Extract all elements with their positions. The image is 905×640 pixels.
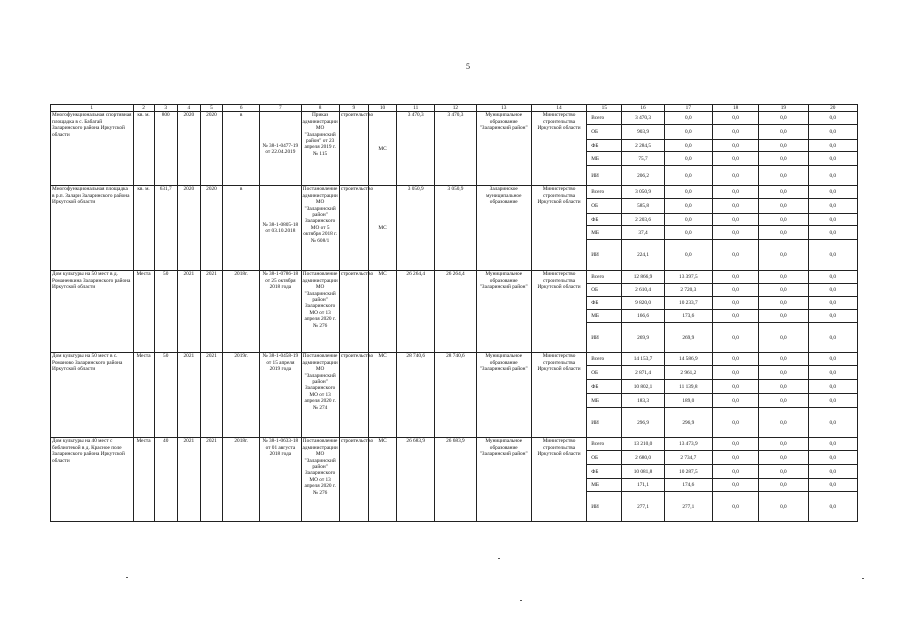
end-year: 2021 bbox=[200, 271, 222, 353]
customer-cell: МС bbox=[368, 353, 396, 438]
capacity-cell: 631,7 bbox=[154, 186, 177, 271]
objects-table bbox=[50, 104, 858, 522]
cost2-cell: 28 740,6 bbox=[435, 353, 476, 438]
amount-col16: 171,1 bbox=[622, 479, 664, 492]
amount-col18: 0,0 bbox=[712, 214, 758, 226]
fund-source: ФБ bbox=[587, 297, 622, 310]
amount-col20: 0,0 bbox=[808, 438, 857, 451]
amount-col18: 0,0 bbox=[712, 271, 758, 284]
customer-cell: МС bbox=[368, 271, 396, 353]
work-type: строительство bbox=[339, 112, 368, 186]
header-cell: 16 bbox=[622, 105, 664, 112]
amount-col20: 0,0 bbox=[808, 323, 857, 353]
scan-speck bbox=[126, 577, 128, 578]
doc-year: в bbox=[223, 186, 260, 271]
amount-col20: 0,0 bbox=[808, 125, 857, 140]
amount-col19: 0,0 bbox=[759, 366, 808, 380]
fund-source: ОБ bbox=[587, 366, 622, 380]
amount-col20: 0,0 bbox=[808, 408, 857, 438]
amount-col16: 296,9 bbox=[622, 408, 664, 438]
amount-col16: 224,1 bbox=[622, 240, 664, 271]
end-year: 2020 bbox=[200, 112, 222, 186]
work-type: строительство bbox=[339, 271, 368, 353]
end-year: 2020 bbox=[200, 186, 222, 271]
header-cell: 1 bbox=[51, 105, 134, 112]
customer-cell: МС bbox=[368, 186, 396, 271]
amount-col18: 0,0 bbox=[712, 380, 758, 394]
header-cell: 12 bbox=[435, 105, 476, 112]
fund-source: ОБ bbox=[587, 125, 622, 140]
fund-source: ИИ bbox=[587, 166, 622, 186]
amount-col18: 0,0 bbox=[712, 408, 758, 438]
decision-cell: Постановление администрации МО "Заларинский район" Заларинского МО от 13 апреля 2020 г. № 276 bbox=[301, 438, 339, 522]
header-cell: 4 bbox=[177, 105, 200, 112]
amount-col20: 0,0 bbox=[808, 366, 857, 380]
amount-col16: 12 866,9 bbox=[622, 271, 664, 284]
amount-col17: 277,1 bbox=[664, 492, 712, 522]
header-cell: 10 bbox=[368, 105, 396, 112]
ministry-cell: Министерство строительства Иркутской области bbox=[531, 112, 586, 186]
amount-col20: 0,0 bbox=[808, 451, 857, 465]
object-row bbox=[51, 112, 858, 125]
owner-cell: Муниципальное образование "Заларинский район" bbox=[476, 353, 531, 438]
amount-col18: 0,0 bbox=[712, 297, 758, 310]
amount-col19: 0,0 bbox=[759, 226, 808, 240]
amount-col18: 0,0 bbox=[712, 465, 758, 479]
scan-speck bbox=[498, 558, 500, 559]
object-row bbox=[51, 186, 858, 199]
end-year: 2021 bbox=[200, 353, 222, 438]
fund-source: Всего bbox=[587, 438, 622, 451]
amount-col20: 0,0 bbox=[808, 166, 857, 186]
amount-col18: 0,0 bbox=[712, 438, 758, 451]
amount-col20: 0,0 bbox=[808, 271, 857, 284]
amount-col16: 277,1 bbox=[622, 492, 664, 522]
expertise-cell: № 38-1-0633-18 от 01 августа 2018 года bbox=[260, 438, 301, 522]
amount-col16: 13 210,0 bbox=[622, 438, 664, 451]
amount-col17: 189,0 bbox=[664, 394, 712, 408]
cost-cell: 26 683,9 bbox=[397, 438, 435, 522]
owner-cell: Заларинское муниципальное образование bbox=[476, 186, 531, 271]
doc-year: в bbox=[223, 112, 260, 186]
scan-speck bbox=[520, 600, 522, 601]
fund-source: МБ bbox=[587, 226, 622, 240]
amount-col16: 14 153,7 bbox=[622, 353, 664, 366]
cost-cell: 26 264,4 bbox=[397, 271, 435, 353]
fund-source: Всего bbox=[587, 271, 622, 284]
amount-col18: 0,0 bbox=[712, 366, 758, 380]
amount-col19: 0,0 bbox=[759, 284, 808, 297]
fund-source: ИИ bbox=[587, 492, 622, 522]
header-cell: 15 bbox=[587, 105, 622, 112]
fund-source: ОБ bbox=[587, 451, 622, 465]
cost2-cell: 3 470,3 bbox=[435, 112, 476, 186]
header-cell: 9 bbox=[339, 105, 368, 112]
header-cell: 19 bbox=[759, 105, 808, 112]
amount-col18: 0,0 bbox=[712, 492, 758, 522]
amount-col19: 0,0 bbox=[759, 214, 808, 226]
amount-col20: 0,0 bbox=[808, 479, 857, 492]
amount-col18: 0,0 bbox=[712, 166, 758, 186]
amount-col17: 0,0 bbox=[664, 214, 712, 226]
header-cell: 3 bbox=[154, 105, 177, 112]
cost-cell: 3 050,9 bbox=[397, 186, 435, 271]
header-row bbox=[51, 105, 858, 112]
decision-cell: Приказ администрации МО "Заларинский район" от 23 апреля 2019 г. № 115 bbox=[301, 112, 339, 186]
amount-col20: 0,0 bbox=[808, 226, 857, 240]
amount-col19: 0,0 bbox=[759, 479, 808, 492]
amount-col16: 2 610,4 bbox=[622, 284, 664, 297]
amount-col16: 3 050,9 bbox=[622, 186, 664, 199]
amount-col17: 174,6 bbox=[664, 479, 712, 492]
capacity-cell: 50 bbox=[154, 353, 177, 438]
amount-col18: 0,0 bbox=[712, 479, 758, 492]
decision-cell: Постановление администрации МО "Заларинский район" Заларинского МО от 13 апреля 2020 г. № 276 bbox=[301, 271, 339, 353]
cost-cell: 3 470,3 bbox=[397, 112, 435, 186]
amount-col18: 0,0 bbox=[712, 199, 758, 214]
header-cell: 8 bbox=[301, 105, 339, 112]
amount-col16: 3 470,3 bbox=[622, 112, 664, 125]
amount-col19: 0,0 bbox=[759, 353, 808, 366]
fund-source: ФБ bbox=[587, 214, 622, 226]
amount-col16: 166,6 bbox=[622, 310, 664, 323]
amount-col20: 0,0 bbox=[808, 214, 857, 226]
amount-col16: 206,2 bbox=[622, 166, 664, 186]
object-name: Многофункциональная площадка в р.п. Залари Заларинского района Иркутской области bbox=[51, 186, 134, 271]
owner-cell: Муниципальное образование "Заларинский район" bbox=[476, 438, 531, 522]
amount-col20: 0,0 bbox=[808, 112, 857, 125]
amount-col20: 0,0 bbox=[808, 353, 857, 366]
amount-col17: 10 287,5 bbox=[664, 465, 712, 479]
amount-col17: 0,0 bbox=[664, 125, 712, 140]
object-row bbox=[51, 271, 858, 284]
amount-col16: 269,9 bbox=[622, 323, 664, 353]
amount-col17: 296,9 bbox=[664, 408, 712, 438]
amount-col20: 0,0 bbox=[808, 284, 857, 297]
amount-col17: 0,0 bbox=[664, 226, 712, 240]
amount-col19: 0,0 bbox=[759, 438, 808, 451]
amount-col16: 903,9 bbox=[622, 125, 664, 140]
amount-col18: 0,0 bbox=[712, 125, 758, 140]
amount-col20: 0,0 bbox=[808, 152, 857, 166]
fund-source: ИИ bbox=[587, 240, 622, 271]
amount-col18: 0,0 bbox=[712, 226, 758, 240]
fund-source: ИИ bbox=[587, 323, 622, 353]
decision-cell: Постановление администрации МО "Заларинский район" Заларинского МО от 13 апреля 2020 г. № 274 bbox=[301, 353, 339, 438]
doc-year: 2018г. bbox=[223, 438, 260, 522]
amount-col16: 2 680,0 bbox=[622, 451, 664, 465]
amount-col19: 0,0 bbox=[759, 465, 808, 479]
header-cell: 6 bbox=[223, 105, 260, 112]
cost2-cell: 26 264,4 bbox=[435, 271, 476, 353]
ministry-cell: Министерство строительства Иркутской области bbox=[531, 353, 586, 438]
amount-col19: 0,0 bbox=[759, 492, 808, 522]
amount-col19: 0,0 bbox=[759, 112, 808, 125]
amount-col19: 0,0 bbox=[759, 186, 808, 199]
amount-col19: 0,0 bbox=[759, 240, 808, 271]
capacity-cell: 40 bbox=[154, 438, 177, 522]
page-number: 5 bbox=[466, 62, 470, 71]
amount-col19: 0,0 bbox=[759, 451, 808, 465]
amount-col17: 0,0 bbox=[664, 199, 712, 214]
end-year: 2021 bbox=[200, 438, 222, 522]
amount-col18: 0,0 bbox=[712, 310, 758, 323]
header-cell: 7 bbox=[260, 105, 301, 112]
work-type: строительство bbox=[339, 438, 368, 522]
header-cell: 2 bbox=[133, 105, 154, 112]
amount-col17: 0,0 bbox=[664, 240, 712, 271]
header-cell: 11 bbox=[397, 105, 435, 112]
start-year: 2021 bbox=[177, 271, 200, 353]
amount-col19: 0,0 bbox=[759, 152, 808, 166]
amount-col20: 0,0 bbox=[808, 199, 857, 214]
amount-col20: 0,0 bbox=[808, 310, 857, 323]
expertise-cell: № 38-1-0477-19 от 22.04.2019 bbox=[260, 112, 301, 186]
object-name: Дом культуры на 50 мест в с. Романово Заларинского района Иркутской области bbox=[51, 353, 134, 438]
customer-cell: МС bbox=[368, 438, 396, 522]
cost2-cell: 3 050,9 bbox=[435, 186, 476, 271]
fund-source: ФБ bbox=[587, 465, 622, 479]
amount-col17: 14 586,9 bbox=[664, 353, 712, 366]
header-cell: 18 bbox=[712, 105, 758, 112]
owner-cell: Муниципальное образование "Заларинский район" bbox=[476, 112, 531, 186]
cost2-cell: 26 683,9 bbox=[435, 438, 476, 522]
amount-col16: 37,4 bbox=[622, 226, 664, 240]
amount-col19: 0,0 bbox=[759, 323, 808, 353]
fund-source: ОБ bbox=[587, 284, 622, 297]
fund-source: ФБ bbox=[587, 140, 622, 152]
amount-col16: 75,7 bbox=[622, 152, 664, 166]
work-type: строительство bbox=[339, 186, 368, 271]
amount-col17: 2 734,7 bbox=[664, 451, 712, 465]
amount-col19: 0,0 bbox=[759, 310, 808, 323]
amount-col20: 0,0 bbox=[808, 140, 857, 152]
cost-cell: 28 740,6 bbox=[397, 353, 435, 438]
unit-cell: Места bbox=[133, 271, 154, 353]
doc-year: 2019г. bbox=[223, 353, 260, 438]
amount-col17: 2 961,2 bbox=[664, 366, 712, 380]
start-year: 2020 bbox=[177, 186, 200, 271]
customer-cell: МС bbox=[368, 112, 396, 186]
header-cell: 5 bbox=[200, 105, 222, 112]
amount-col20: 0,0 bbox=[808, 186, 857, 199]
amount-col16: 2 203,6 bbox=[622, 214, 664, 226]
unit-cell: Места bbox=[133, 353, 154, 438]
object-name: Многофункциональная спортивная площадка в с. Бабагай Заларинского района Иркутской области bbox=[51, 112, 134, 186]
amount-col20: 0,0 bbox=[808, 394, 857, 408]
amount-col20: 0,0 bbox=[808, 465, 857, 479]
amount-col18: 0,0 bbox=[712, 240, 758, 271]
amount-col17: 0,0 bbox=[664, 140, 712, 152]
start-year: 2021 bbox=[177, 353, 200, 438]
start-year: 2020 bbox=[177, 112, 200, 186]
amount-col17: 0,0 bbox=[664, 112, 712, 125]
header-cell: 14 bbox=[531, 105, 586, 112]
amount-col17: 13 397,5 bbox=[664, 271, 712, 284]
object-name: Дом культуры на 50 мест в д. Романенкина Заларинского района Иркутской области bbox=[51, 271, 134, 353]
object-name: Дом культуры на 40 мест с библиотекой в д. Красное поле Заларинского района Иркутской области bbox=[51, 438, 134, 522]
fund-source: МБ bbox=[587, 152, 622, 166]
unit-cell: кв. м. bbox=[133, 112, 154, 186]
capacity-cell: 800 bbox=[154, 112, 177, 186]
amount-col17: 173,6 bbox=[664, 310, 712, 323]
scan-speck bbox=[862, 578, 864, 579]
amount-col17: 2 720,3 bbox=[664, 284, 712, 297]
unit-cell: кв. м. bbox=[133, 186, 154, 271]
amount-col18: 0,0 bbox=[712, 394, 758, 408]
amount-col19: 0,0 bbox=[759, 125, 808, 140]
amount-col19: 0,0 bbox=[759, 140, 808, 152]
amount-col17: 269,9 bbox=[664, 323, 712, 353]
capacity-cell: 50 bbox=[154, 271, 177, 353]
amount-col18: 0,0 bbox=[712, 323, 758, 353]
amount-col16: 183,3 bbox=[622, 394, 664, 408]
header-cell: 17 bbox=[664, 105, 712, 112]
amount-col19: 0,0 bbox=[759, 166, 808, 186]
owner-cell: Муниципальное образование "Заларинский район" bbox=[476, 271, 531, 353]
amount-col16: 10 802,1 bbox=[622, 380, 664, 394]
ministry-cell: Министерство строительства Иркутской области bbox=[531, 438, 586, 522]
amount-col20: 0,0 bbox=[808, 297, 857, 310]
amount-col19: 0,0 bbox=[759, 271, 808, 284]
object-row bbox=[51, 353, 858, 366]
fund-source: Всего bbox=[587, 186, 622, 199]
fund-source: ФБ bbox=[587, 380, 622, 394]
amount-col18: 0,0 bbox=[712, 284, 758, 297]
expertise-cell: № 38-1-0458-19 от 15 апреля 2019 года bbox=[260, 353, 301, 438]
unit-cell: Места bbox=[133, 438, 154, 522]
doc-year: 2018г. bbox=[223, 271, 260, 353]
ministry-cell: Министерство строительства Иркутской области bbox=[531, 271, 586, 353]
amount-col20: 0,0 bbox=[808, 240, 857, 271]
decision-cell: Постановление администрации МО "Заларинский район" Заларинского МО от 5 октября 2018 г. № 608/1 bbox=[301, 186, 339, 271]
amount-col18: 0,0 bbox=[712, 353, 758, 366]
fund-source: МБ bbox=[587, 394, 622, 408]
start-year: 2021 bbox=[177, 438, 200, 522]
amount-col17: 10 233,7 bbox=[664, 297, 712, 310]
amount-col18: 0,0 bbox=[712, 186, 758, 199]
amount-col19: 0,0 bbox=[759, 297, 808, 310]
fund-source: Всего bbox=[587, 112, 622, 125]
amount-col16: 2 284,5 bbox=[622, 140, 664, 152]
amount-col17: 0,0 bbox=[664, 166, 712, 186]
expertise-cell: № 38-1-0786-18 от 25 октября 2018 года bbox=[260, 271, 301, 353]
amount-col20: 0,0 bbox=[808, 492, 857, 522]
header-cell: 20 bbox=[808, 105, 857, 112]
fund-source: Всего bbox=[587, 353, 622, 366]
ministry-cell: Министерство строительства Иркутской области bbox=[531, 186, 586, 271]
amount-col20: 0,0 bbox=[808, 380, 857, 394]
amount-col17: 0,0 bbox=[664, 186, 712, 199]
fund-source: МБ bbox=[587, 479, 622, 492]
fund-source: ОБ bbox=[587, 199, 622, 214]
amount-col18: 0,0 bbox=[712, 112, 758, 125]
fund-source: ИИ bbox=[587, 408, 622, 438]
amount-col18: 0,0 bbox=[712, 152, 758, 166]
fund-source: МБ bbox=[587, 310, 622, 323]
expertise-cell: № 38-1-0805-18 от 03.10.2018 bbox=[260, 186, 301, 271]
header-cell: 13 bbox=[476, 105, 531, 112]
object-row bbox=[51, 438, 858, 451]
amount-col16: 585,8 bbox=[622, 199, 664, 214]
amount-col19: 0,0 bbox=[759, 394, 808, 408]
amount-col18: 0,0 bbox=[712, 451, 758, 465]
amount-col19: 0,0 bbox=[759, 408, 808, 438]
amount-col17: 11 139,8 bbox=[664, 380, 712, 394]
amount-col17: 13 473,9 bbox=[664, 438, 712, 451]
amount-col17: 0,0 bbox=[664, 152, 712, 166]
amount-col16: 10 081,8 bbox=[622, 465, 664, 479]
amount-col19: 0,0 bbox=[759, 199, 808, 214]
work-type: строительство bbox=[339, 353, 368, 438]
amount-col16: 9 820,0 bbox=[622, 297, 664, 310]
amount-col18: 0,0 bbox=[712, 140, 758, 152]
amount-col16: 2 871,4 bbox=[622, 366, 664, 380]
amount-col19: 0,0 bbox=[759, 380, 808, 394]
